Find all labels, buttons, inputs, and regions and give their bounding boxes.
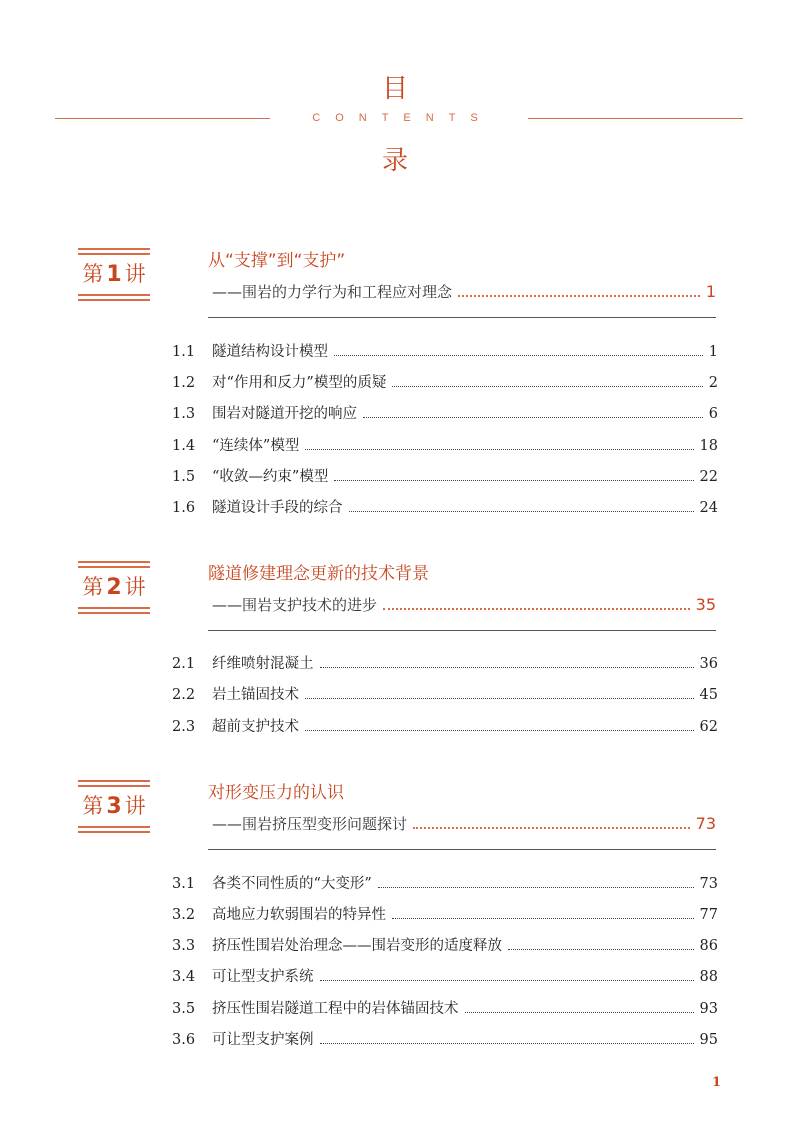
section-number: 1.4 — [172, 438, 196, 454]
section-number: 1.6 — [172, 500, 196, 516]
toc-entry[interactable] — [172, 905, 718, 925]
contents-label: CONTENTS — [312, 112, 493, 124]
section-page: 95 — [699, 1032, 718, 1048]
chapter-subtitle-row[interactable] — [212, 595, 716, 615]
section-page: 24 — [699, 500, 718, 516]
section-title: 隧道设计手段的综合 — [212, 500, 343, 516]
badge-rule — [78, 566, 150, 568]
badge-rule — [78, 826, 150, 828]
section-number: 1.5 — [172, 469, 196, 485]
toc-entry[interactable] — [172, 373, 718, 393]
section-number: 2.3 — [172, 719, 196, 735]
section-title: 挤压性围岩处治理念——围岩变形的适度释放 — [212, 938, 502, 954]
page-number: 1 — [712, 1075, 722, 1090]
chapter-label: 第 2 讲 — [82, 575, 146, 600]
chapter-title[interactable]: 从“支撑”到“支护” — [208, 251, 346, 271]
chapter-badge-1 — [78, 248, 150, 304]
chapter-label: 第 1 讲 — [82, 262, 146, 287]
section-title: “连续体”模型 — [212, 438, 300, 454]
chapter-divider — [208, 317, 716, 318]
toc-title-top-char: 目 — [381, 74, 408, 104]
toc-entry[interactable] — [172, 936, 718, 956]
chapter-title[interactable]: 隧道修建理念更新的技术背景 — [208, 564, 429, 584]
chapter-subtitle-row[interactable] — [212, 814, 716, 834]
section-title: 各类不同性质的“大变形” — [212, 876, 372, 892]
section-page: 93 — [699, 1001, 718, 1017]
section-page: 62 — [699, 719, 718, 735]
dot-leader — [305, 448, 693, 450]
section-page: 6 — [708, 406, 718, 422]
section-number: 1.1 — [172, 344, 196, 360]
badge-rule — [78, 607, 150, 609]
section-number: 3.5 — [172, 1001, 196, 1017]
dot-leader — [320, 1042, 694, 1044]
chapter-divider — [208, 630, 716, 631]
section-title: 挤压性围岩隧道工程中的岩体锚固技术 — [212, 1001, 459, 1017]
chapter-subtitle: ——围岩挤压型变形问题探讨 — [212, 815, 408, 833]
dot-leader — [378, 886, 694, 888]
section-title: 可让型支护案例 — [212, 1032, 314, 1048]
section-number: 1.2 — [172, 375, 196, 391]
badge-rule — [78, 561, 150, 563]
section-page: 88 — [699, 969, 718, 985]
badge-rule — [78, 299, 150, 301]
header-rule-right — [528, 118, 743, 119]
section-page: 1 — [708, 344, 718, 360]
section-page: 77 — [699, 907, 718, 923]
section-page: 45 — [699, 687, 718, 703]
toc-entry[interactable] — [172, 436, 718, 456]
toc-entry[interactable] — [172, 404, 718, 424]
chapter-label: 第 3 讲 — [82, 794, 146, 819]
dot-leader — [363, 416, 703, 418]
dot-leader — [413, 826, 690, 829]
toc-title-bottom-char: 录 — [381, 146, 408, 176]
toc-entry[interactable] — [172, 342, 718, 362]
section-page: 86 — [699, 938, 718, 954]
section-number: 3.2 — [172, 907, 196, 923]
chapter-subtitle: ——围岩支护技术的进步 — [212, 596, 378, 614]
chapter-subtitle-row[interactable] — [212, 282, 716, 302]
dot-leader — [383, 607, 690, 610]
toc-entry[interactable] — [172, 654, 718, 674]
badge-rule — [78, 831, 150, 833]
badge-rule — [78, 780, 150, 782]
toc-entry[interactable] — [172, 999, 718, 1019]
section-page: 18 — [699, 438, 718, 454]
chapter-subtitle: ——围岩的力学行为和工程应对理念 — [212, 283, 453, 301]
section-title: “收敛—约束”模型 — [212, 469, 329, 485]
toc-entry[interactable] — [172, 685, 718, 705]
dot-leader — [458, 294, 700, 297]
dot-leader — [392, 385, 702, 387]
chapter-divider — [208, 849, 716, 850]
section-title: 超前支护技术 — [212, 719, 299, 735]
toc-entry[interactable] — [172, 467, 718, 487]
section-title: 隧道结构设计模型 — [212, 344, 328, 360]
dot-leader — [334, 479, 693, 481]
section-title: 岩土锚固技术 — [212, 687, 299, 703]
toc-entry[interactable] — [172, 967, 718, 987]
dot-leader — [320, 666, 694, 668]
chapter-badge-3 — [78, 780, 150, 836]
section-title: 纤维喷射混凝土 — [212, 656, 314, 672]
section-page: 36 — [699, 656, 718, 672]
chapter-page: 1 — [705, 282, 716, 301]
chapter-page: 73 — [695, 814, 716, 833]
chapter-page: 35 — [695, 595, 716, 614]
dot-leader — [349, 510, 694, 512]
dot-leader — [305, 697, 694, 699]
section-title: 围岩对隧道开挖的响应 — [212, 406, 357, 422]
chapter-badge-2 — [78, 561, 150, 617]
section-number: 3.4 — [172, 969, 196, 985]
toc-entry[interactable] — [172, 717, 718, 737]
badge-rule — [78, 253, 150, 255]
dot-leader — [320, 979, 694, 981]
section-page: 2 — [708, 375, 718, 391]
section-page: 73 — [699, 876, 718, 892]
badge-rule — [78, 294, 150, 296]
section-number: 3.3 — [172, 938, 196, 954]
chapter-title[interactable]: 对形变压力的认识 — [208, 783, 344, 803]
section-number: 3.6 — [172, 1032, 196, 1048]
badge-rule — [78, 612, 150, 614]
section-number: 2.2 — [172, 687, 196, 703]
section-number: 2.1 — [172, 656, 196, 672]
section-page: 22 — [699, 469, 718, 485]
dot-leader — [305, 729, 694, 731]
dot-leader — [334, 354, 703, 356]
section-number: 1.3 — [172, 406, 196, 422]
section-title: 高地应力软弱围岩的特异性 — [212, 907, 386, 923]
dot-leader — [465, 1011, 694, 1013]
dot-leader — [508, 948, 694, 950]
badge-rule — [78, 248, 150, 250]
section-title: 可让型支护系统 — [212, 969, 314, 985]
section-number: 3.1 — [172, 876, 196, 892]
toc-entry[interactable] — [172, 874, 718, 894]
toc-entry[interactable] — [172, 1030, 718, 1050]
section-title: 对“作用和反力”模型的质疑 — [212, 375, 387, 391]
toc-entry[interactable] — [172, 498, 718, 518]
badge-rule — [78, 785, 150, 787]
dot-leader — [392, 917, 694, 919]
